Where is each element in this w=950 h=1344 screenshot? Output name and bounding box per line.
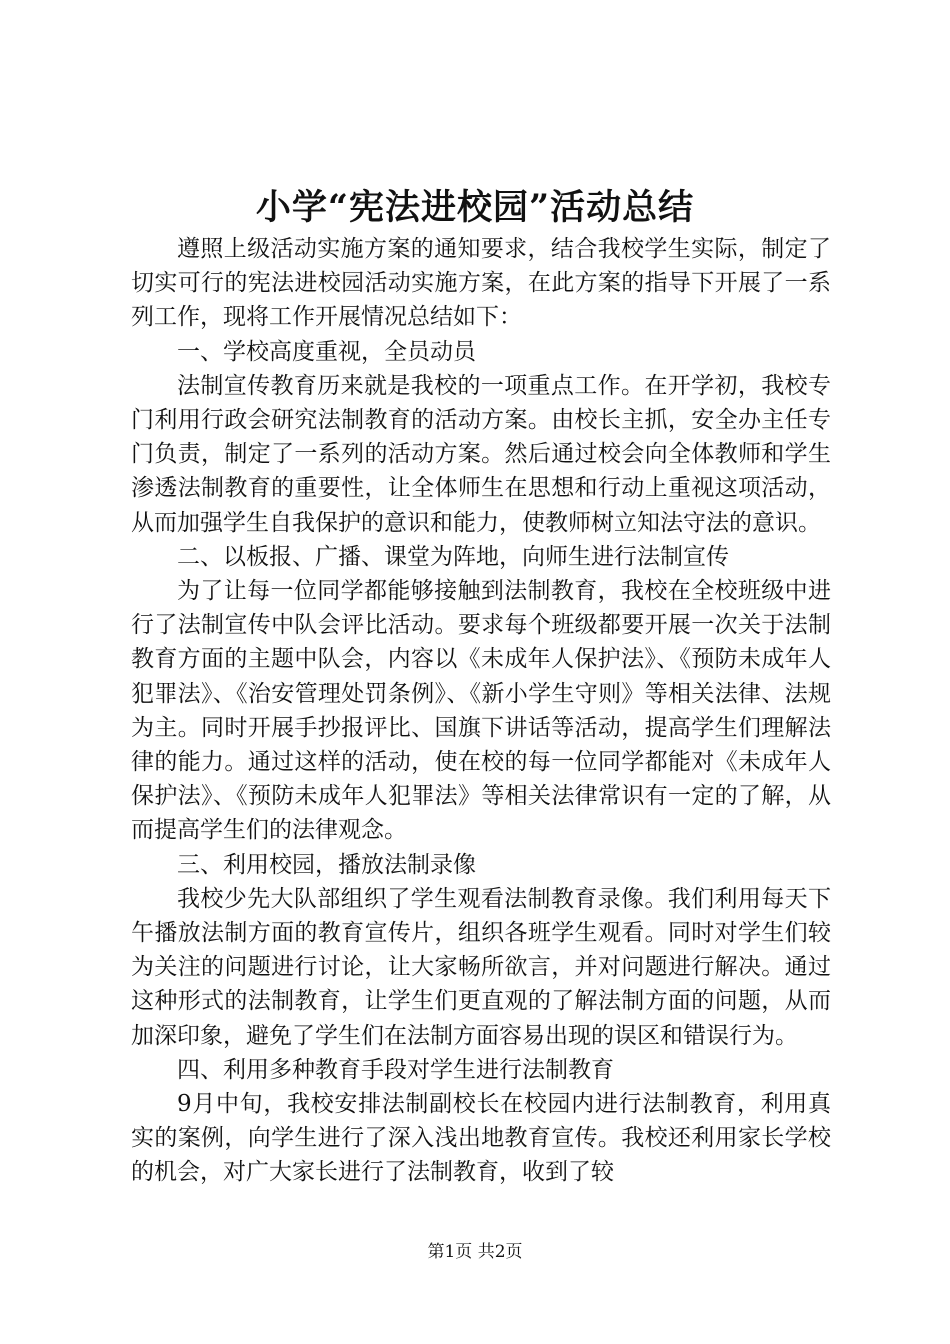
section-heading-4: 四、利用多种教育手段对学生进行法制教育 [177,1056,614,1083]
paragraph-section-3: 我校少先大队部组织了学生观看法制教育录像。我们利用每天下午播放法制方面的教育宣传片，组织各班学生观看。同时对学生们较为关注的问题进行讨论，让大家畅所欲言，并对问题进行解决。通过这种形式的法制教育，让学生们更直观的了解法制方面的问题，从而加深印象，避免了学生们在法制方面容易出现的误区和错误行为。 [131,885,831,1049]
paragraph-section-1: 法制宣传教育历来就是我校的一项重点工作。在开学初，我校专门利用行政会研究法制教育的活动方案。由校长主抓，安全办主任专门负责，制定了一系列的活动方案。然后通过校会向全体教师和学生渗透法制教育的重要性，让全体师生在思想和行动上重视这项活动，从而加强学生自我保护的意识和能力，使教师树立知法守法的意识。 [131,372,831,536]
page-number-footer: 第1页 共2页 [427,1242,523,1262]
document-title: 小学“宪法进校园”活动总结 [255,187,695,228]
section-heading-1: 一、学校高度重视，全员动员 [177,338,476,365]
section-heading-3: 三、利用校园，播放法制录像 [177,851,476,878]
paragraph-intro: 遵照上级活动实施方案的通知要求，结合我校学生实际，制定了切实可行的宪法进校园活动实施方案，在此方案的指导下开展了一系列工作，现将工作开展情况总结如下： [131,236,831,331]
paragraph-section-4: 9月中旬，我校安排法制副校长在校园内进行法制教育，利用真实的案例，向学生进行了深入浅出地教育宣传。我校还利用家长学校的机会，对广大家长进行了法制教育，收到了较 [131,1091,831,1186]
section-heading-2: 二、以板报、广播、课堂为阵地，向师生进行法制宣传 [177,543,729,570]
document-body [131,232,831,1190]
paragraph-section-2: 为了让每一位同学都能够接触到法制教育，我校在全校班级中进行了法制宣传中队会评比活动。要求每个班级都要开展一次关于法制教育方面的主题中队会，内容以《未成年人保护法》、《预防未成年人犯罪法》、《治安管理处罚条例》、《新小学生守则》等相关法律、法规为主。同时开展手抄报评比、国旗下讲话等活动，提高学生们理解法律的能力。通过这样的活动，使在校的每一位同学都能对《未成年人保护法》、《预防未成年人犯罪法》等相关法律常识有一定的了解，从而提高学生们的法律观念。 [131,578,831,844]
